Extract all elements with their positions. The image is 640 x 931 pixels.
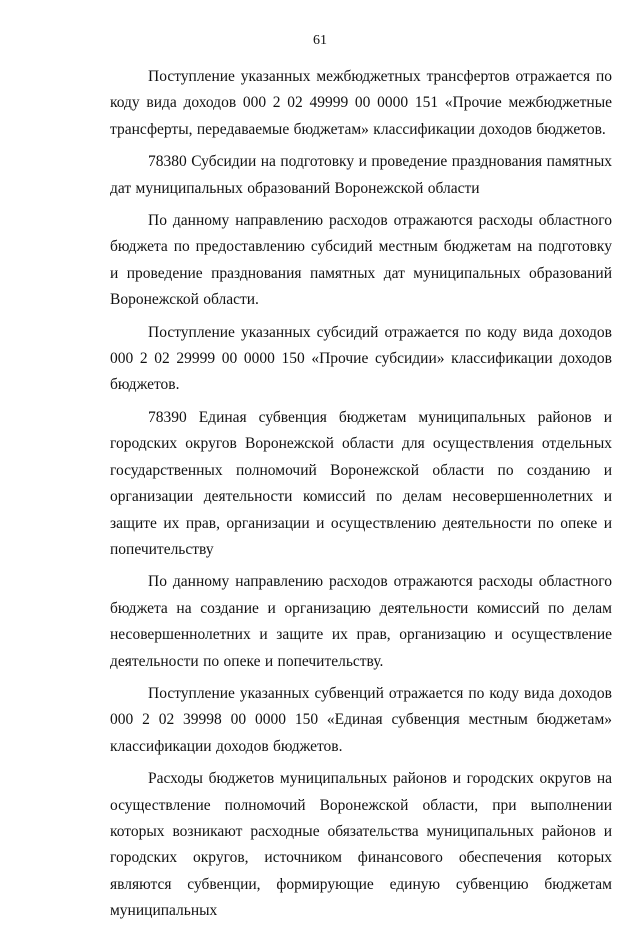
paragraph-78390-expenses: По данному направлению расходов отражаются расходы областного бюджета на создание и организацию деятельности комиссий по делам несовершеннолетних и защите их прав, организацию и осуществление деятельности по опеке и попечительству.: [110, 573, 612, 670]
paragraph-78380-income: Поступление указанных субсидий отражается по коду вида доходов 000 2 02 29999 00 0000 150 «Прочие субсидии» классификации доходов бюджетов.: [110, 323, 612, 394]
paragraph-78380-expenses: По данному направлению расходов отражаются расходы областного бюджета по предоставлению субсидий местным бюджетам на подготовку и проведение празднования памятных дат муниципальных образований Воронежской области.: [110, 212, 612, 309]
document-body: [110, 64, 612, 931]
heading-78380: 78380 Субсидии на подготовку и проведение празднования памятных дат муниципальных образований Воронежской области: [110, 153, 612, 197]
paragraph-municipal-expenses: Расходы бюджетов муниципальных районов и городских округов на осуществление полномочий Воронежской области, при выполнении которых возникают расходные обязательства муниципальных районов и городских округов, источником финансового обеспечения которых являются субвенции, формирующие единую субвенцию бюджетам муниципальных: [110, 770, 612, 920]
page-number: 61: [313, 33, 327, 48]
heading-78390: 78390 Единая субвенция бюджетам муниципальных районов и городских округов Воронежской области для осуществления отдельных государственных полномочий Воронежской области по созданию и организации деятельности комиссий по делам несовершеннолетних и защите их прав, организации и осуществлению деятельности по опеке и попечительству: [110, 408, 612, 558]
paragraph-78390-income: Поступление указанных субвенций отражается по коду вида доходов 000 2 02 39998 00 0000 150 «Единая субвенция местным бюджетам» классификации доходов бюджетов.: [110, 684, 612, 755]
paragraph-transfers-income: Поступление указанных межбюджетных трансфертов отражается по коду вида доходов 000 2 02 49999 00 0000 151 «Прочие межбюджетные трансферты, передаваемые бюджетам» классификации доходов бюджетов.: [110, 68, 612, 138]
